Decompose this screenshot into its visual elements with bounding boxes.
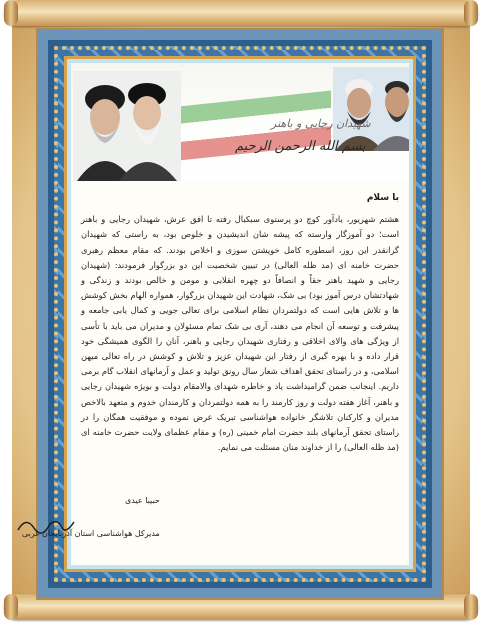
scroll-roll-end [464,594,478,620]
scroll-roll-end [4,0,18,26]
frame-gold-border [64,56,416,572]
bismillah-calligraphy: بسم الله الرحمن الرحیم [235,139,366,154]
signer-title: مدیرکل هواشناسی استان آذربایجان غربی [22,529,160,538]
martyrs-label: شهیدان رجایی و باهنر [271,117,371,130]
letter-body [81,191,399,455]
signer-name: حبیبا عیدی [125,496,160,505]
salutation: با سلام [366,193,399,203]
scroll-roll-top [4,0,478,26]
handwritten-signature [16,514,76,536]
letter-sheet [71,63,409,565]
letter-paragraph: هشتم شهریور، یادآور کوچ دو پرستوی سبکبال رفته تا افق عرش، شهیدان رجایی و باهنر است؛ دو آموزگار وارسته که پیشه شان اندیشیدن و خلوص بود، به راستی که شهیدان گرانقدر این روز، اسطوره کامل خویشتن سوزی و اخلاص بودند. که مقام معظم رهبری حضرت خامنه ای (مد ظله العالی) در تبیین شخصیت این دو بزرگوار فرمودند: (شهیدان رجایی و شهید باهنر حقاً و انصافاً دو چهره انقلابی و مومن و خالص بودند و زندگی و شهادتشان درس آموز بود) بی شک، شهادت این شهیدان بزرگوار، همواره الهام بخش کوشش ها و تلاش هایی است که دولتمردان نظام اسلامی برای تعالی جویی و کمال یابی جامعه و پیشرفت و توسعه آن انجام می دهند، آری بی شک تمام مسئولان و مدیران می باید با تأسی از ویژگی های والای اخلاقی و رفتاری شهیدان رجایی و باهنر، آنان را الگوی همیشگی خود قرار داده و با بهره گیری از رفتار این شهیدان عزیز و تلاش و کوشش در راه تعالی میهن اسلامی، و در راستای تحقق اهداف شعار سال رونق تولید و عمل و آرمانهای انقلاب گام برمی داریم. اینجانب ضمن گرامیداشت یاد و خاطره شهدای والامقام دولت و بویژه شهیدان رجایی و باهنر، آغاز هفته دولت و روز کارمند را به همه دولتمردان و کارمندان خدوم و متعهد بالاخص مدیران و کارکنان تلاشگر خانواده هواشناسی تبریک عرض نموده و موفقیت همگان را در راستای تحقق آرمانهای بلند حضرت امام خمینی (ره) و مقام عظمای ولایت حضرت خامنه ای (مد ظله العالی) را از خداوند منان مسئلت می نمایم. [81,214,399,453]
leaders-portrait [73,71,181,181]
scroll-roll-end [4,594,18,620]
scroll-roll-end [464,0,478,26]
header-banner [71,63,409,181]
